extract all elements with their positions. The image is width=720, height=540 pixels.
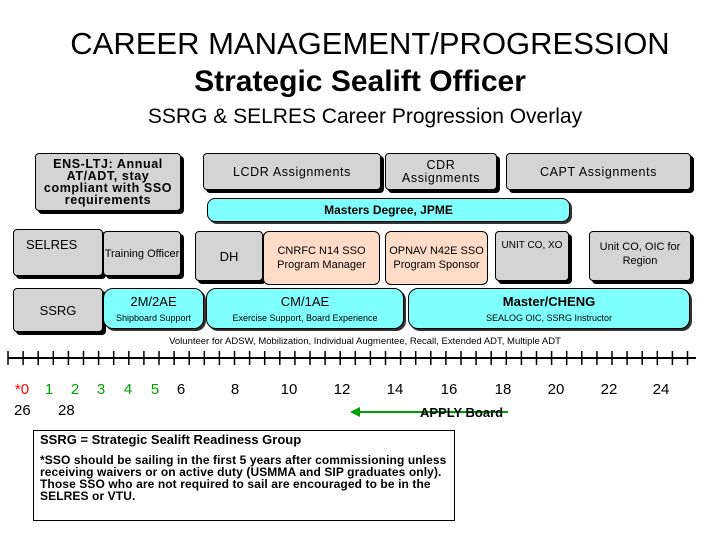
timeline-label: *0 (14, 381, 30, 398)
cnrfc-label: CNRFC N14 SSO Program Manager (277, 245, 366, 271)
selres-label: SELRES (26, 237, 78, 252)
timeline-label: 14 (386, 381, 404, 398)
timeline-label: 1 (44, 381, 54, 398)
timeline-label: 4 (123, 381, 133, 398)
training-officer-box (103, 231, 181, 276)
sso-note: *SSO should be sailing in the first 5 years after commissioning unless receiving waivers or on active duty (USMMA and SIP graduates only). Those SSO who are not required to sail are encouraged to be in the SELRES or VTU. (40, 453, 447, 503)
selres-box (13, 229, 103, 276)
timeline-label: 18 (494, 381, 512, 398)
timeline-label: 16 (440, 381, 458, 398)
timeline-label-28: 28 (58, 402, 75, 419)
timeline-label: 22 (600, 381, 618, 398)
cnrfc-box (263, 231, 380, 285)
timeline-label: 2 (70, 381, 80, 398)
apply-board-arrowhead (350, 407, 360, 417)
2m2ae-subtitle: Shipboard Support (115, 313, 192, 323)
unit-co-xo-label: UNIT CO, XO (501, 240, 563, 251)
cdr-box (385, 153, 497, 190)
timeline-label: 3 (96, 381, 106, 398)
timeline-label: 6 (176, 381, 186, 398)
capt-label: CAPT Assignments (539, 164, 658, 179)
opnav-box (385, 231, 488, 285)
lcdr-box (203, 153, 381, 190)
dh-label: DH (219, 248, 239, 264)
masters-degree-bar (207, 198, 570, 222)
page-subtitle: Strategic Sealift Officer (194, 65, 526, 98)
2m2ae-title: 2M/2AE (130, 294, 177, 309)
timeline-label: 24 (652, 381, 670, 398)
cm1ae-subtitle: Exercise Support, Board Experience (232, 313, 378, 323)
dh-box (195, 231, 263, 281)
ssrg-definition: SSRG = Strategic Sealift Readiness Group (40, 432, 302, 447)
training-label: Training Officer (104, 247, 180, 260)
apply-board-label: APPLY Board (420, 405, 504, 420)
ssrg-label: SSRG (39, 302, 77, 318)
timeline-label: 20 (547, 381, 565, 398)
master-cheng-box (408, 288, 690, 329)
notes-box (33, 430, 455, 521)
masters-label: Masters Degree, JPME (324, 203, 453, 217)
lcdr-label: LCDR Assignments (233, 164, 351, 179)
overlay-heading: SSRG & SELRES Career Progression Overlay (147, 105, 583, 128)
volunteer-text: Volunteer for ADSW, Mobilization, Individual Augmentee, Recall, Extended ADT, Multiple ADT (169, 336, 561, 347)
master-cheng-subtitle: SEALOG OIC, SSRG Instructor (485, 313, 613, 323)
master-cheng-title: Master/CHENG (502, 294, 596, 309)
cdr-label: CDR Assignments (401, 157, 481, 185)
timeline-label: 5 (150, 381, 160, 398)
page-title: CAREER MANAGEMENT/PROGRESSION (70, 26, 670, 61)
timeline-label: 8 (230, 381, 240, 398)
unit-co-oic-box (589, 231, 691, 281)
ens-ltj-text: ENS-LTJ: Annual AT/ADT, stay compliant with SSO requirements (43, 157, 173, 207)
ssrg-box (13, 288, 103, 332)
capt-box (506, 153, 691, 190)
cm1ae-box (206, 288, 404, 329)
timeline-label: 10 (280, 381, 298, 398)
timeline-label: 12 (333, 381, 351, 398)
cm1ae-title: CM/1AE (280, 294, 330, 309)
timeline-label-26: 26 (14, 402, 31, 419)
2m2ae-box (103, 288, 204, 329)
unit-co-oic-label: Unit CO, OIC for Region (599, 241, 681, 267)
unit-co-xo-box (495, 231, 569, 281)
opnav-label: OPNAV N42E SSO Program Sponsor (389, 245, 484, 271)
ens-ltj-box (35, 153, 181, 211)
